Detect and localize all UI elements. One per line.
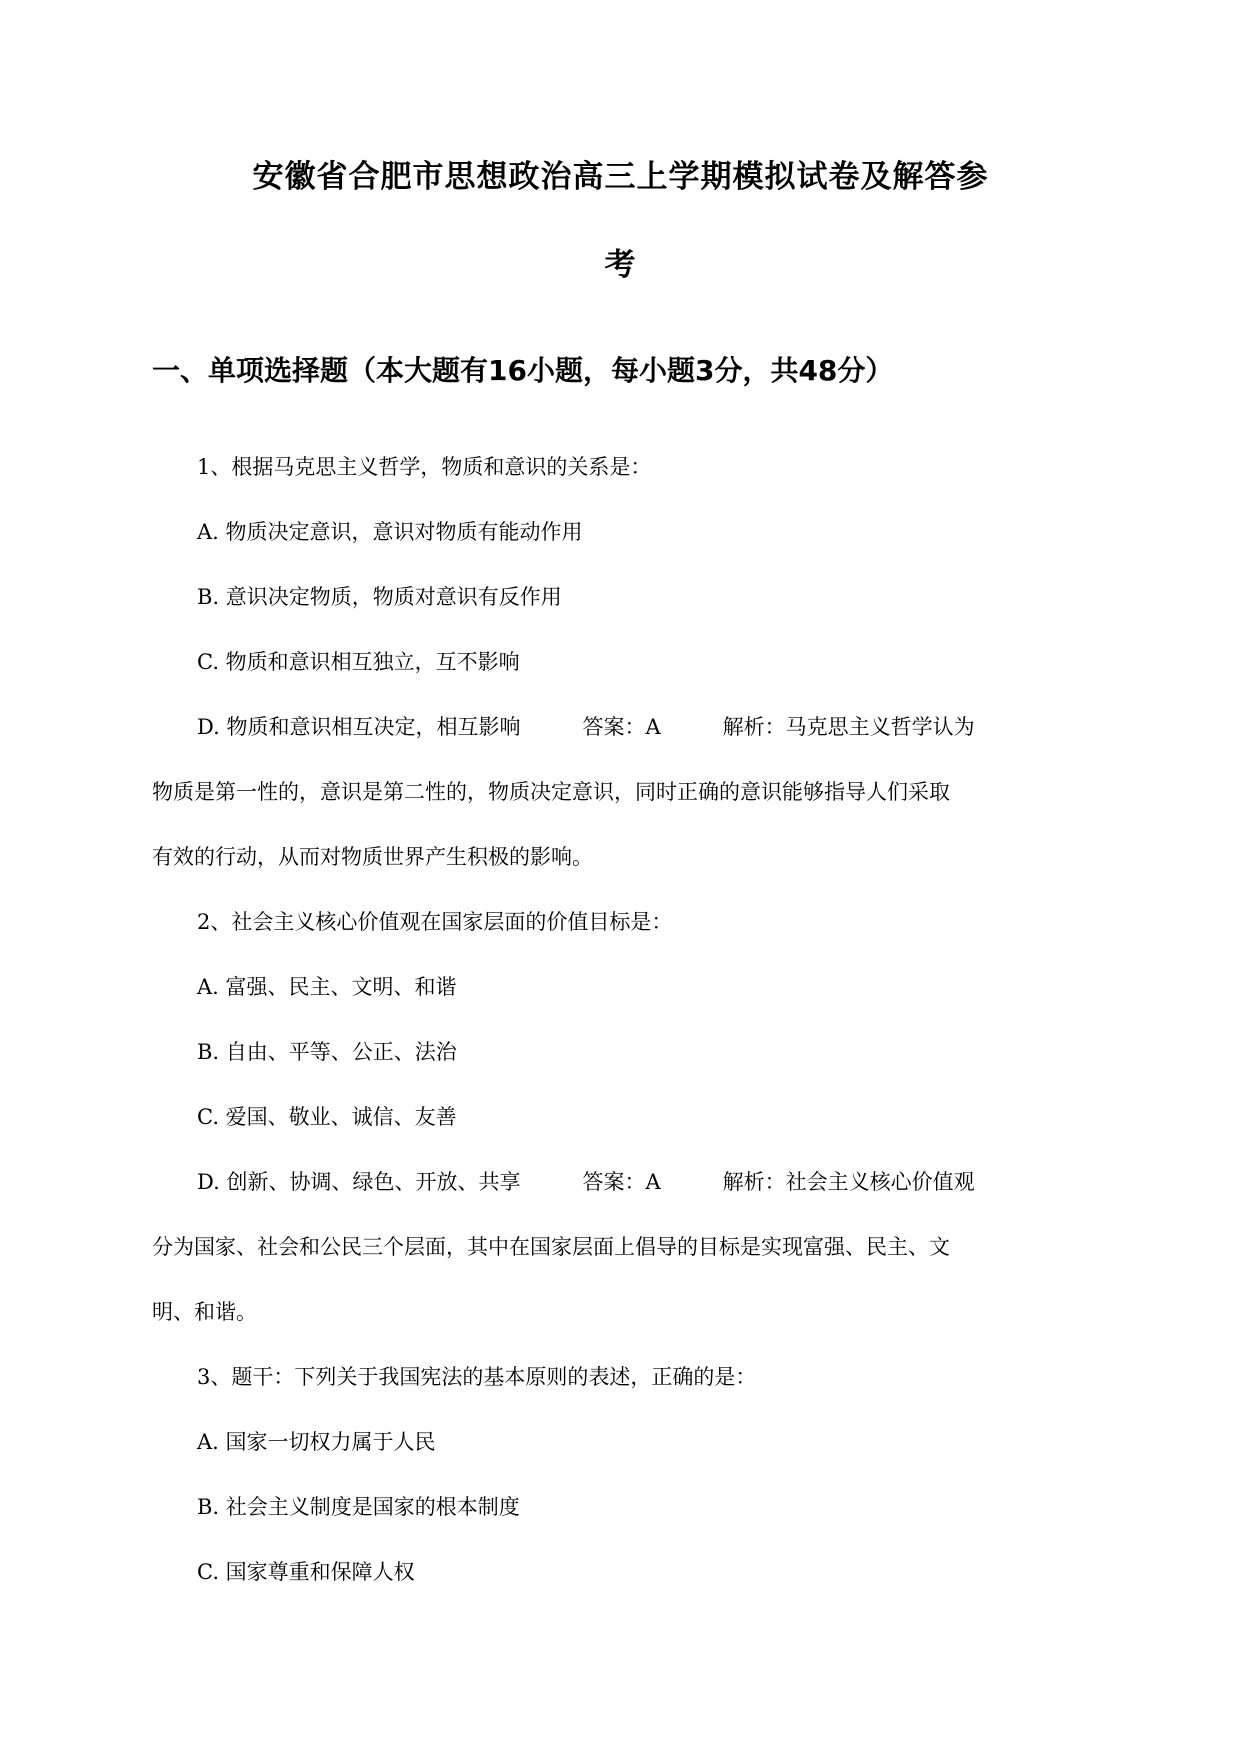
question-option-answer-row	[152, 695, 1092, 760]
question-stem: 2、社会主义核心价值观在国家层面的价值目标是：	[197, 910, 673, 934]
question-option: D. 物质和意识相互决定，相互影响	[197, 715, 521, 739]
analysis-line: 明、和谐。	[152, 1300, 257, 1324]
question-option: C. 物质和意识相互独立，互不影响	[197, 650, 520, 674]
question-option: A. 国家一切权力属于人民	[197, 1430, 436, 1454]
question-option: C. 爱国、敬业、诚信、友善	[197, 1105, 457, 1129]
analysis-head: 解析：马克思主义哲学认为	[722, 715, 975, 739]
question-option: C. 国家尊重和保障人权	[197, 1560, 415, 1584]
question-option: D. 创新、协调、绿色、开放、共享	[197, 1170, 521, 1194]
document-title-line-1: 安徽省合肥市思想政治高三上学期模拟试卷及解答参	[252, 159, 989, 195]
question-option: A. 物质决定意识，意识对物质有能动作用	[197, 520, 583, 544]
analysis-line: 物质是第一性的，意识是第二性的，物质决定意识，同时正确的意识能够指导人们采取	[152, 780, 950, 804]
analysis-line: 有效的行动，从而对物质世界产生积极的影响。	[152, 845, 593, 869]
question-option-answer-row	[152, 1150, 1092, 1215]
analysis-line: 分为国家、社会和公民三个层面，其中在国家层面上倡导的目标是实现富强、民主、文	[152, 1235, 950, 1259]
question-option: B. 自由、平等、公正、法治	[197, 1040, 457, 1064]
document-title-line-2: 考	[604, 247, 637, 283]
question-stem: 1、根据马克思主义哲学，物质和意识的关系是：	[197, 455, 652, 479]
answer-text: 答案：A	[582, 715, 661, 739]
question-option: B. 意识决定物质，物质对意识有反作用	[197, 585, 562, 609]
answer-text: 答案：A	[582, 1170, 661, 1194]
analysis-head: 解析：社会主义核心价值观	[722, 1170, 975, 1194]
question-list	[152, 435, 1092, 1605]
section-heading: 一、单项选择题（本大题有16小题，每小题3分，共48分）	[152, 354, 894, 387]
question-option: B. 社会主义制度是国家的根本制度	[197, 1495, 520, 1519]
question-option: A. 富强、民主、文明、和谐	[197, 975, 457, 999]
question-stem: 3、题干：下列关于我国宪法的基本原则的表述，正确的是：	[197, 1365, 757, 1389]
